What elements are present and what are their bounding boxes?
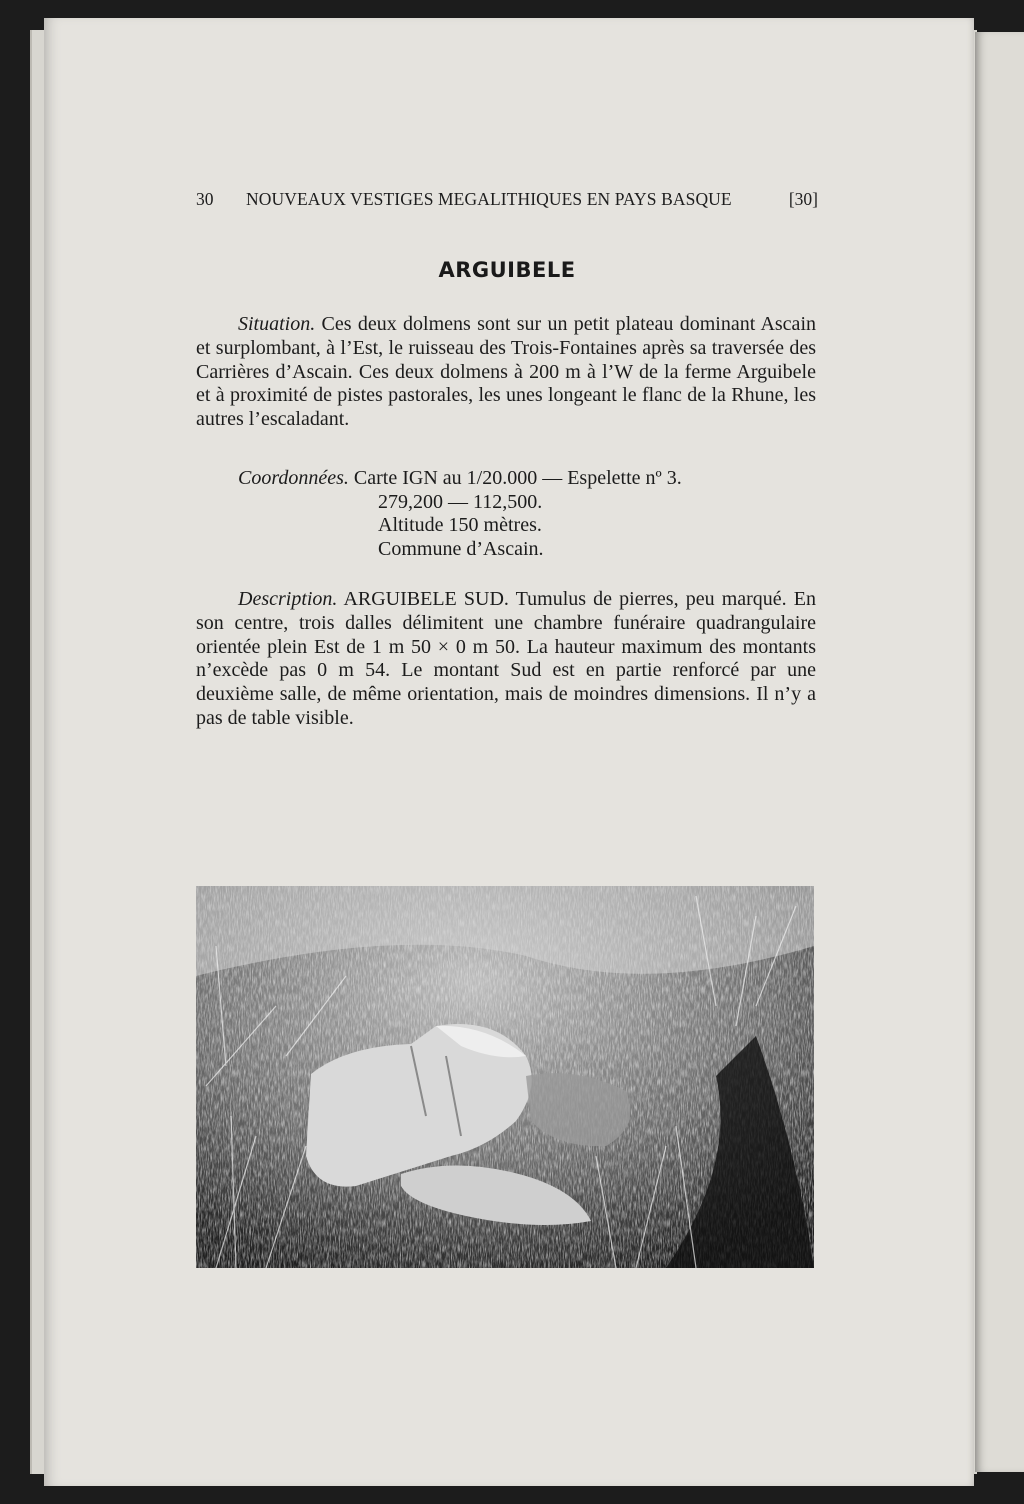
running-title: NOUVEAUX VESTIGES MEGALITHIQUES EN PAYS BASQUE (246, 189, 732, 209)
coordinates-map: Carte IGN au 1/20.000 — Espelette nº 3. (353, 467, 682, 489)
page-number: 30 (196, 189, 214, 209)
situation-paragraph (196, 313, 816, 432)
situation-text: Ces deux dolmens sont sur un petit plateau dominant Ascain et surplombant, à l’Est, le ruisseau des Trois-Fontaines après sa traversée des Carrières d’Ascain. Ces deux dolmens à 200 m à l’W de la ferme Arguibele et à proximité de pistes pastorales, les unes longeant le flanc de la Rhune, les autres l’escaladant. (196, 313, 816, 431)
section-title: ARGUIBELE (438, 258, 576, 282)
situation-label: Situation. (238, 313, 316, 335)
coordinates-altitude: Altitude 150 mètres. (378, 514, 542, 537)
coordinates-label: Coordonnées. (238, 467, 349, 489)
coordinates-commune: Commune d’Ascain. (378, 537, 544, 560)
photo-image (196, 886, 814, 1268)
bracket-page-number: [30] (788, 189, 818, 209)
description-label: Description. (238, 588, 338, 610)
coordinates-block (238, 467, 682, 561)
dolmen-photograph (196, 886, 814, 1268)
description-paragraph (196, 588, 816, 731)
facing-page-edge (975, 32, 1024, 1472)
description-text: ARGUIBELE SUD. Tumulus de pierres, peu marqué. En son centre, trois dalles délimitent une chambre funéraire quadrangulaire orientée plein Est de 1 m 50 × 0 m 50. La hauteur maximum des montants n’excède pas 0 m 54. Le montant Sud est en partie renforcé par une deuxième salle, de même orientation, mais de moindres dimensions. Il n’y a pas de table visible. (196, 588, 816, 729)
coordinates-line (238, 467, 682, 491)
coordinates-values: 279,200 — 112,500. (378, 490, 543, 513)
